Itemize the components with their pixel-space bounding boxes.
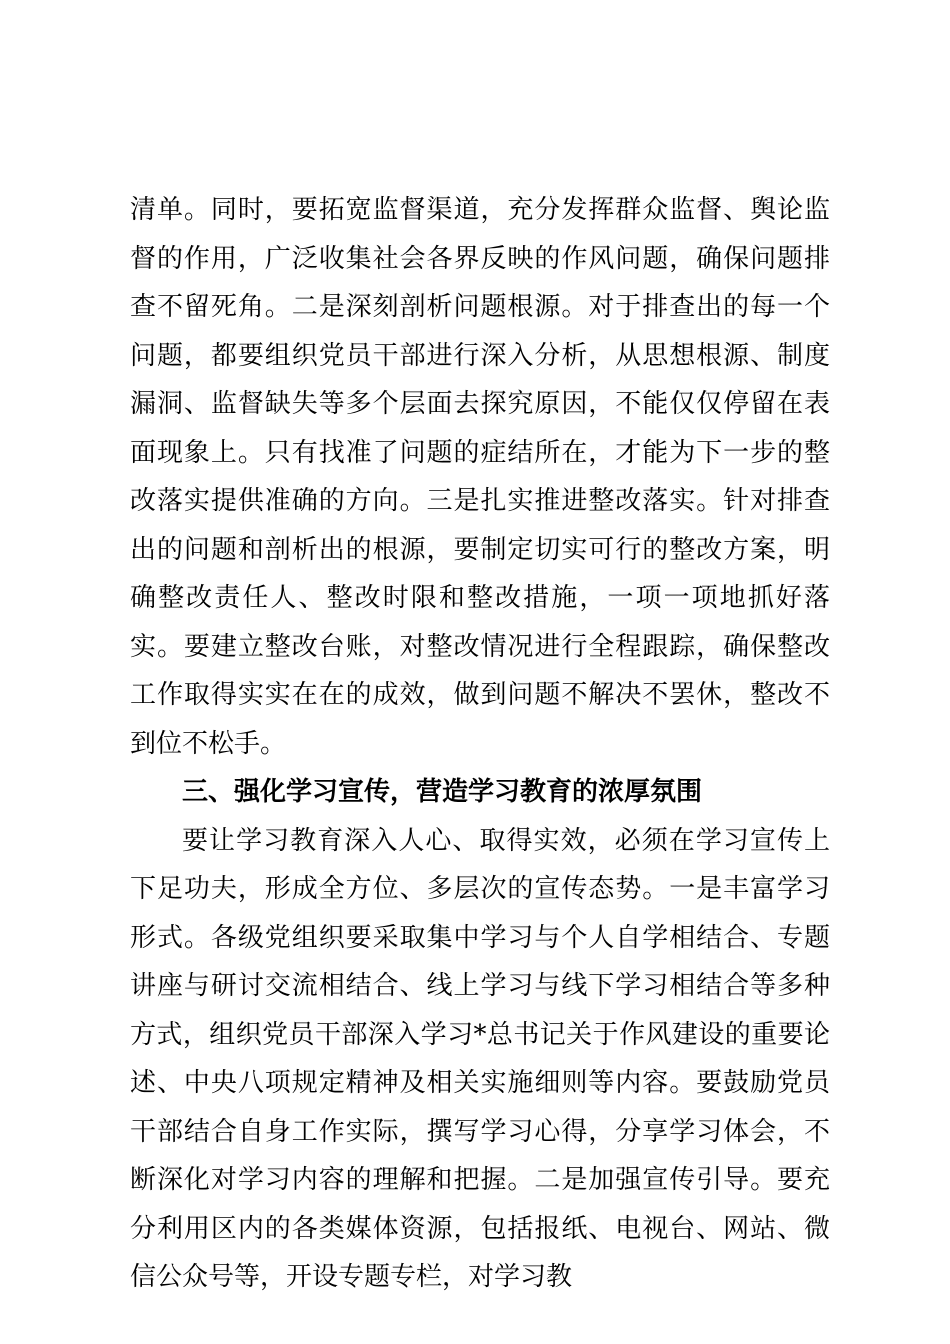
document-body [130,186,830,1302]
paragraph-rectification-continued: 清单。同时，要拓宽监督渠道，充分发挥群众监督、舆论监督的作用，广泛收集社会各界反映的作风问题，确保问题排查不留死角。二是深刻剖析问题根源。对于排查出的每一个问题，都要组织党员干部进行深入分析，从思想根源、制度漏洞、监督缺失等多个层面去探究原因，不能仅仅停留在表面现象上。只有找准了问题的症结所在，才能为下一步的整改落实提供准确的方向。三是扎实推进整改落实。针对排查出的问题和剖析出的根源，要制定切实可行的整改方案，明确整改责任人、整改时限和整改措施，一项一项地抓好落实。要建立整改台账，对整改情况进行全程跟踪，确保整改工作取得实实在在的成效，做到问题不解决不罢休，整改不到位不松手。 [130,195,830,759]
paragraph-study-publicity: 要让学习教育深入人心、取得实效，必须在学习宣传上下足功夫，形成全方位、多层次的宣传态势。一是丰富学习形式。各级党组织要采取集中学习与个人自学相结合、专题讲座与研讨交流相结合、线上学习与线下学习相结合等多种方式，组织党员干部深入学习*总书记关于作风建设的重要论述、中央八项规定精神及相关实施细则等内容。要鼓励党员干部结合自身工作实际，撰写学习心得，分享学习体会，不断深化对学习内容的理解和把握。二是加强宣传引导。要充分利用区内的各类媒体资源，包括报纸、电视台、网站、微信公众号等，开设专题专栏，对学习教 [130,825,830,1292]
section-heading-three: 三、强化学习宣传，营造学习教育的浓厚氛围 [182,777,703,807]
